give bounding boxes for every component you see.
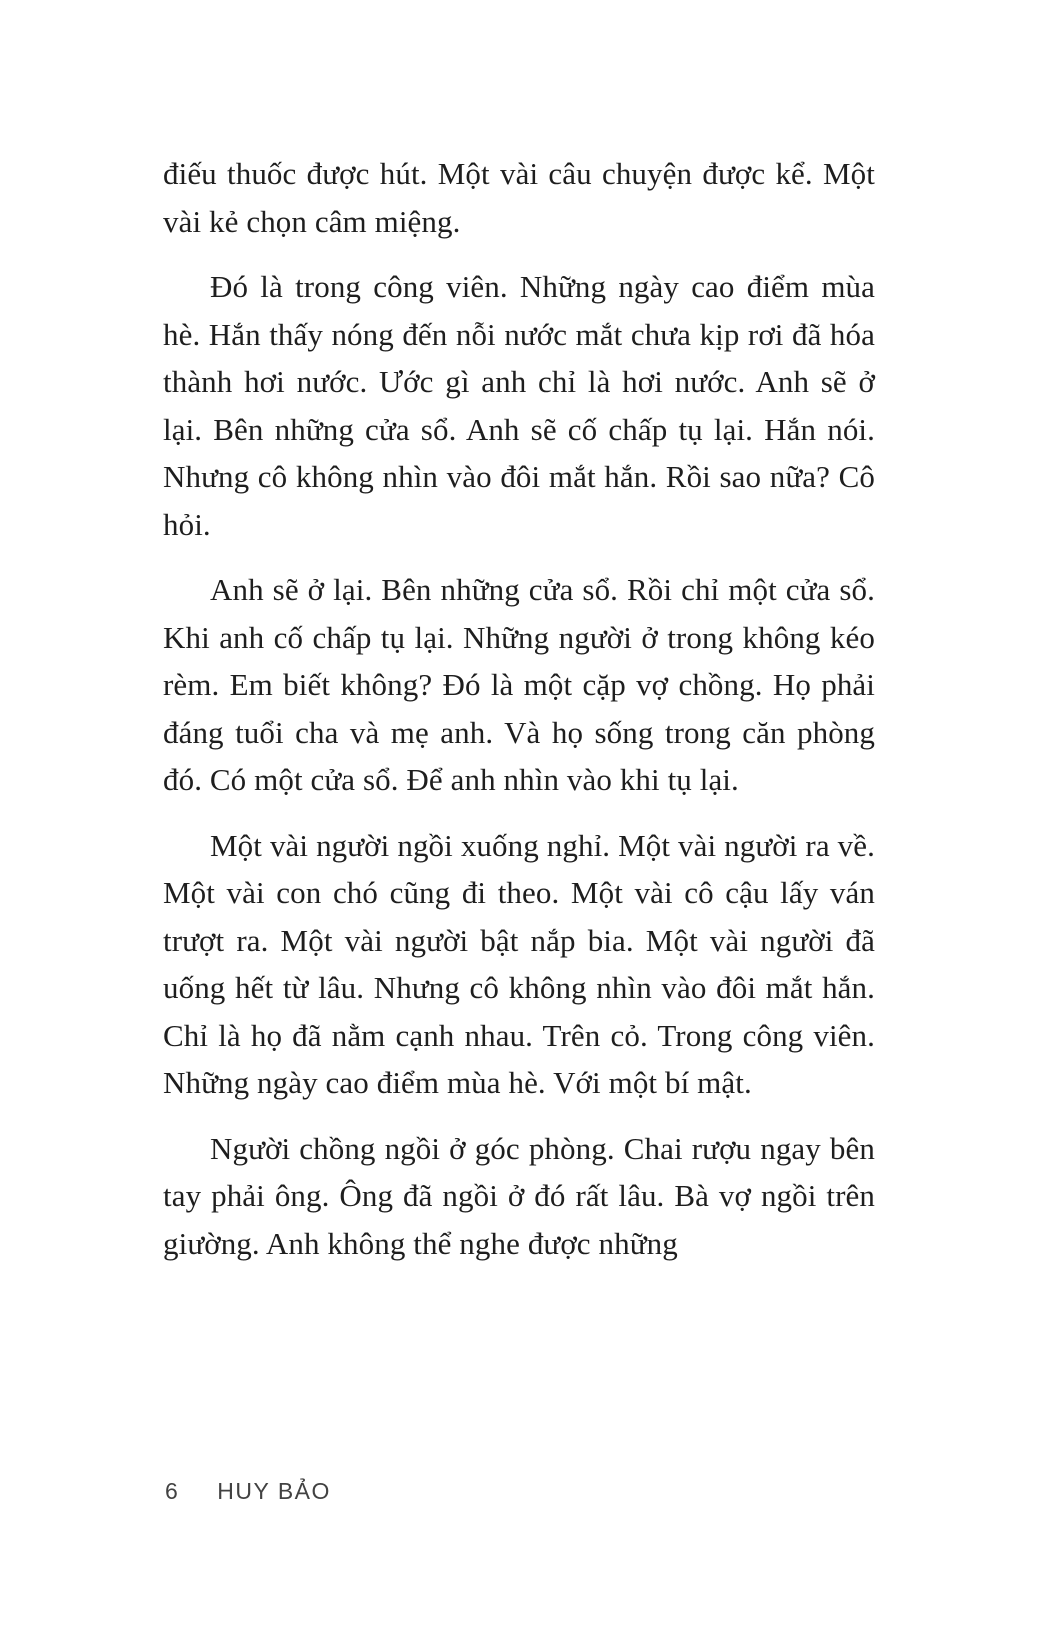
author-name: HUY BẢO <box>217 1478 331 1504</box>
page-footer <box>165 1478 331 1505</box>
page-text-block <box>163 150 875 1285</box>
paragraph: Anh sẽ ở lại. Bên những cửa sổ. Rồi chỉ một cửa sổ. Khi anh cố chấp tụ lại. Những người ở trong không kéo rèm. Em biết không? Đó là một cặp vợ chồng. Họ phải đáng tuổi cha và mẹ anh. Và họ sống trong căn phòng đó. Có một cửa sổ. Để anh nhìn vào khi tụ lại. <box>163 572 875 797</box>
paragraph: Đó là trong công viên. Những ngày cao điểm mùa hè. Hắn thấy nóng đến nỗi nước mắt chưa kịp rơi đã hóa thành hơi nước. Ước gì anh chỉ là hơi nước. Anh sẽ ở lại. Bên những cửa sổ. Anh sẽ cố chấp tụ lại. Hắn nói. Nhưng cô không nhìn vào đôi mắt hắn. Rồi sao nữa? Cô hỏi. <box>163 269 875 542</box>
paragraph: Người chồng ngồi ở góc phòng. Chai rượu ngay bên tay phải ông. Ông đã ngồi ở đó rất lâu. Bà vợ ngồi trên giường. Anh không thể nghe được những <box>163 1130 875 1261</box>
paragraph: Một vài người ngồi xuống nghỉ. Một vài người ra về. Một vài con chó cũng đi theo. Một vài cô cậu lấy ván trượt ra. Một vài người bật nắp bia. Một vài người đã uống hết từ lâu. Nhưng cô không nhìn vào đôi mắt hắn. Chỉ là họ đã nằm cạnh nhau. Trên cỏ. Trong công viên. Những ngày cao điểm mùa hè. Với một bí mật. <box>163 827 875 1100</box>
paragraph-continuation: điếu thuốc được hút. Một vài câu chuyện được kể. Một vài kẻ chọn câm miệng. <box>163 156 875 239</box>
page-number: 6 <box>165 1478 180 1504</box>
